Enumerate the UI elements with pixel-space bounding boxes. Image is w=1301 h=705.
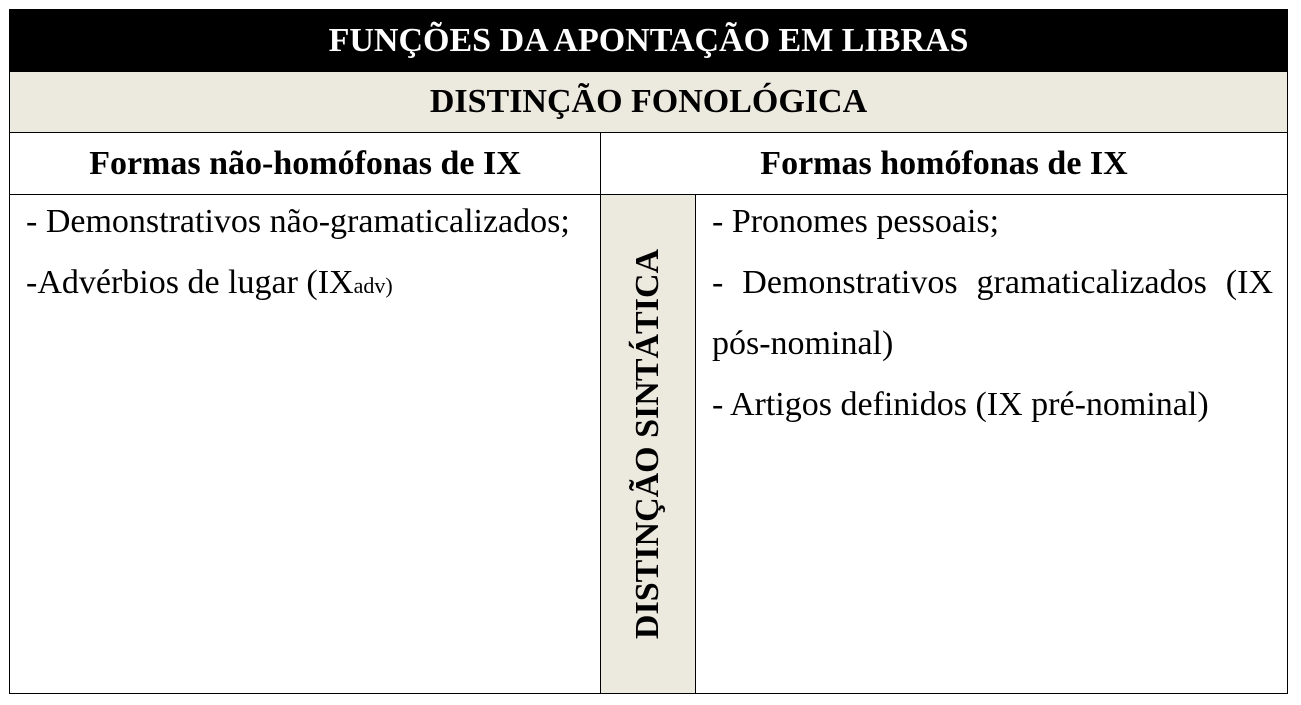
column-header-row (10, 133, 1287, 195)
right-item-2-word: (IX (1225, 264, 1273, 301)
middle-cell (601, 195, 696, 693)
column-header-right (601, 133, 1287, 194)
table-body-row (10, 195, 1287, 693)
table-subtitle-text: DISTINÇÃO FONOLÓGICA (429, 83, 868, 120)
list-item (712, 199, 1273, 260)
right-item-2-word: gramaticalizados (976, 264, 1207, 301)
functions-table (9, 9, 1288, 694)
column-header-right-text: Formas homófonas de IX (760, 144, 1128, 182)
column-header-left-text: Formas não-homófonas de IX (89, 144, 521, 182)
right-cell (696, 195, 1287, 693)
right-item-2-word: Demonstrativos (742, 264, 958, 301)
right-item-3: - Artigos definidos (IX pré-nominal) (712, 386, 1209, 423)
list-item (712, 260, 1273, 321)
right-item-2-cont: pós-nominal) (712, 325, 894, 362)
left-cell (10, 195, 601, 693)
left-item-2: -Advérbios de lugar (IX (26, 264, 354, 301)
left-item-2-subscript: adv) (353, 273, 393, 298)
right-item-2-word: - (712, 264, 724, 301)
list-item (26, 199, 600, 260)
table-title (10, 10, 1287, 72)
list-item (712, 382, 1273, 443)
list-item-continuation (712, 321, 1273, 382)
left-item-1: - Demonstrativos não-gramaticalizados; (26, 203, 570, 240)
table-subtitle (10, 72, 1287, 133)
table-title-text: FUNÇÕES DA APONTAÇÃO EM LIBRAS (328, 22, 969, 59)
right-item-1: - Pronomes pessoais; (712, 203, 1000, 240)
list-item (26, 260, 600, 321)
syntactic-distinction-label: DISTINÇÃO SINTÁTICA (629, 248, 666, 640)
column-header-left (10, 133, 601, 194)
